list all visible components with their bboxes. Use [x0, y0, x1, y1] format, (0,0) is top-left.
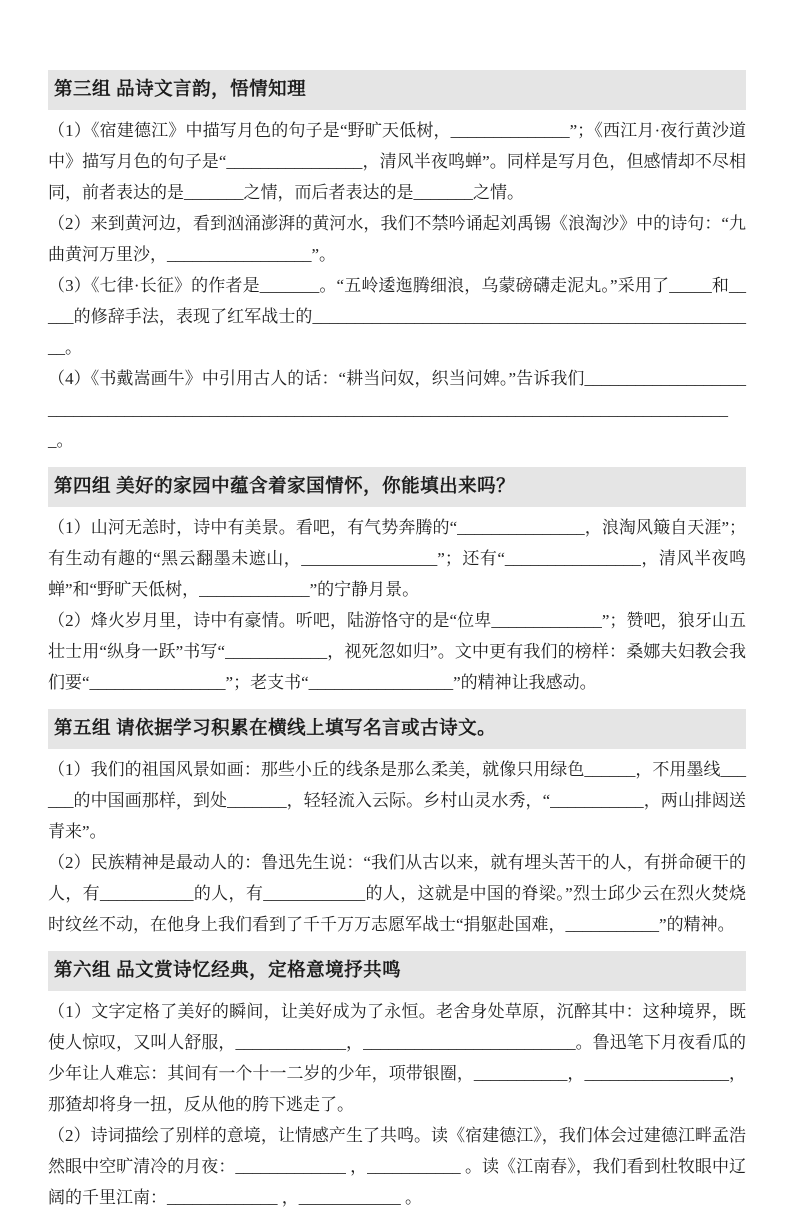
section-group-4 — [48, 467, 746, 698]
section-header-group-5: 第五组 请依据学习积累在横线上填写名言或古诗文。 — [48, 709, 746, 749]
section-header-group-3: 第三组 品诗文言韵，悟情知理 — [48, 70, 746, 110]
section-group-6 — [48, 951, 746, 1213]
section-group-5 — [48, 709, 746, 940]
question-paragraph: （1）文字定格了美好的瞬间，让美好成为了永恒。老舍身处草原，沉醉其中：这种境界，既使人惊叹，又叫人舒服，_____________，_________________________。鲁迅笔下月夜看瓜的少年让人难忘：其间有一个十一二岁的少年，项带银圈，___________，_________________，那猹却将身一扭，反从他的胯下逃走了。 — [48, 1002, 746, 1114]
question-paragraph: （2）民族精神是最动人的：鲁迅先生说：“我们从古以来，就有埋头苦干的人，有拼命硬干的人，有___________的人，有____________的人，这就是中国的脊梁。”烈士邱少云在烈火焚烧时纹丝不动，在他身上我们看到了千千万万志愿军战士“捐躯赴国难，___________”的精神。 — [48, 853, 746, 934]
question-paragraph: （1）《宿建德江》中描写月色的句子是“野旷天低树，______________”；《西江月·夜行黄沙道中》描写月色的句子是“________________，清风半夜鸣蝉”。同样是写月色，但感情却不尽相同，前者表达的是_______之情，而后者表达的是_______之情。 — [48, 121, 746, 202]
question-paragraph: （1）我们的祖国风景如画：那些小丘的线条是那么柔美，就像只用绿色______，不用墨线______的中国画那样，到处_______，轻轻流入云际。乡村山灵水秀，“___________，两山排闼送青来”。 — [48, 760, 746, 841]
section-header-group-6: 第六组 品文赏诗忆经典，定格意境抒共鸣 — [48, 951, 746, 991]
section-header-group-4: 第四组 美好的家园中蕴含着家国情怀，你能填出来吗？ — [48, 467, 746, 507]
section-group-3 — [48, 70, 746, 456]
question-paragraph: （3）《七律·长征》的作者是_______。“五岭逶迤腾细浪，乌蒙磅礴走泥丸。”采用了_____和_____的修辞手法，表现了红军战士的_____________________________________________________。 — [48, 276, 746, 357]
question-paragraph: （2）来到黄河边，看到汹涌澎湃的黄河水，我们不禁吟诵起刘禹锡《浪淘沙》中的诗句：“九曲黄河万里沙，_________________”。 — [48, 214, 746, 264]
question-paragraph: （1）山河无恙时，诗中有美景。看吧，有气势奔腾的“_______________，浪淘风簸自天涯”；有生动有趣的“黑云翻墨未遮山，________________”；还有“________________，清风半夜鸣蝉”和“野旷天低树，_____________”的宁静月景。 — [48, 518, 746, 599]
question-paragraph: （2）诗词描绘了别样的意境，让情感产生了共鸣。读《宿建德江》，我们体会过建德江畔孟浩然眼中空旷清冷的月夜：_____________ ，___________ 。读《江南春》，我们看到杜牧眼中辽阔的千里江南：_____________ ，____________ 。 — [48, 1126, 746, 1207]
question-paragraph: （2）烽火岁月里，诗中有豪情。听吧，陆游恪守的是“位卑_____________”；赞吧，狼牙山五壮士用“纵身一跃”书写“____________，视死忽如归”。文中更有我们的榜样：桑娜夫妇教会我们要“________________”；老支书“_________________”的精神让我感动。 — [48, 611, 746, 692]
question-paragraph: （4）《书戴嵩画牛》中引用古人的话：“耕当问奴，织当问婢。”告诉我们____________________________________________________________________________________________________。 — [48, 369, 746, 450]
